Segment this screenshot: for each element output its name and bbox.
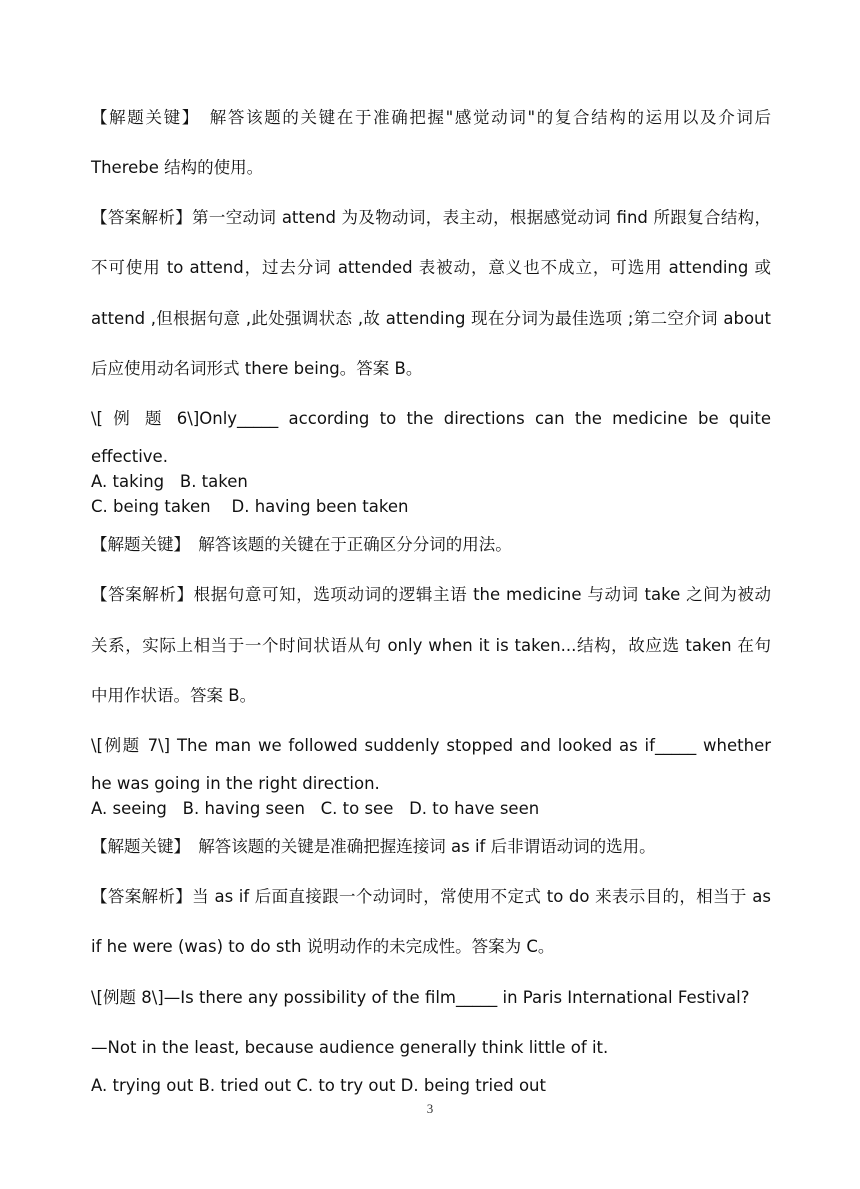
text-line-21: \[例题 8\]—Is there any possibility of the film_____ in Paris International Festival? [91,988,750,1007]
page-number: 3 [426,1101,434,1116]
text-line-2: Therebe 结构的使用。 [91,158,264,177]
text-line-12: 【答案解析】根据句意可知，选项动词的逻辑主语 the medicine 与动词 take 之间为被动 [91,585,771,604]
text-line-3: 【答案解析】第一空动词 attend 为及物动词，表主动，根据感觉动词 find 所跟复合结构， [91,208,771,227]
text-line-9: A. taking B. taken [91,472,248,491]
text-line-23: A. trying out B. tried out C. to try out D. being tried out [91,1076,546,1095]
text-line-13: 关系，实际上相当于一个时间状语从句 only when it is taken...结构，故应选 taken 在句 [91,636,771,655]
text-line-6: 后应使用动名词形式 there being。答案 B。 [91,359,423,378]
text-line-10: C. being taken D. having been taken [91,497,409,516]
text-line-22: —Not in the least, because audience generally think little of it. [91,1038,609,1057]
text-line-11: 【解题关键】 解答该题的关键在于正确区分分词的用法。 [91,535,512,554]
text-line-8: effective. [91,447,168,466]
text-line-18: 【解题关键】 解答该题的关键是准确把握连接词 as if 后非谓语动词的选用。 [91,837,656,856]
text-line-15: \[例题 7\] The man we followed suddenly stopped and looked as if_____ whether [91,736,771,755]
text-line-5: attend ,但根据句意 ,此处强调状态 ,故 attending 现在分词为最佳选项 ;第二空介词 about [91,309,771,328]
text-line-1: 【解题关键】 解答该题的关键在于准确把握"感觉动词"的复合结构的运用以及介词后 [91,108,771,127]
text-line-4: 不可使用 to attend，过去分词 attended 表被动，意义也不成立，可选用 attending 或 [91,258,771,277]
text-line-16: he was going in the right direction. [91,774,380,793]
text-line-19: 【答案解析】当 as if 后面直接跟一个动词时，常使用不定式 to do 来表示目的，相当于 as [91,887,771,906]
text-line-20: if he were (was) to do sth 说明动作的未完成性。答案为 C。 [91,937,555,956]
text-line-14: 中用作状语。答案 B。 [91,686,257,705]
text-line-7: \[ 例 题 6\]Only_____ according to the directions can the medicine be quite [91,409,771,428]
text-line-17: A. seeing B. having seen C. to see D. to have seen [91,799,540,818]
